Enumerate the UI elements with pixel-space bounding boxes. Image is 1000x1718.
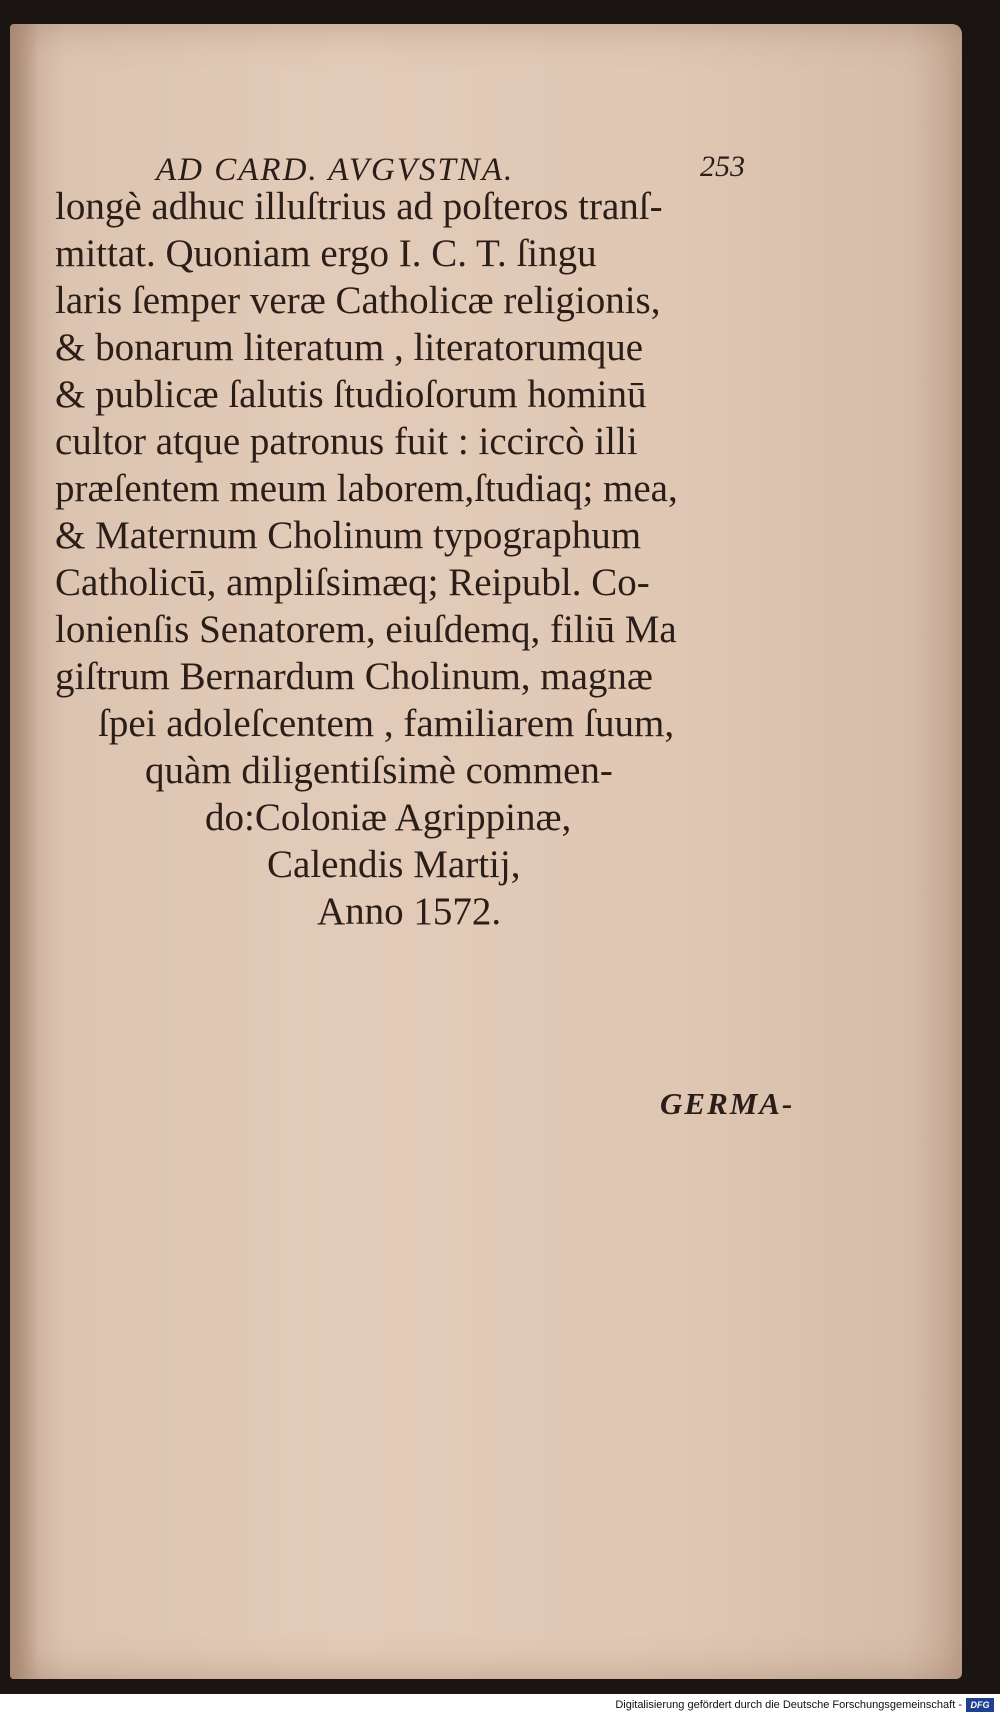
- body-line: lonienſis Senatorem, eiuſdemq, filiū Ma: [55, 608, 677, 651]
- body-line: longè adhuc illuſtrius ad poſteros tranſ-: [55, 185, 663, 228]
- running-title: AD CARD. AVGVSTNA.: [156, 152, 515, 188]
- footer-credit: Digitalisierung gefördert durch die Deutsche Forschungsgemeinschaft -: [615, 1699, 962, 1711]
- body-line: & Maternum Cholinum typographum: [55, 514, 642, 557]
- body-line: præſentem meum laborem,ſtudiaq; mea,: [55, 467, 678, 510]
- body-line: Anno 1572.: [317, 890, 502, 933]
- body-line: mittat. Quoniam ergo I. C. T. ſingu: [55, 232, 597, 275]
- body-line: Catholicū, ampliſsimæq; Reipubl. Co-: [55, 561, 650, 604]
- catchword: GERMA-: [660, 1086, 795, 1121]
- body-line: laris ſemper veræ Catholicæ religionis,: [55, 279, 661, 322]
- body-line: cultor atque patronus fuit : iccircò illi: [55, 420, 638, 463]
- body-line: quàm diligentiſsimè commen-: [145, 749, 613, 792]
- body-line: Calendis Martij,: [267, 843, 521, 886]
- body-line: & publicæ ſalutis ſtudioſorum hominū: [55, 373, 647, 416]
- book-page: [10, 24, 962, 1679]
- body-line: giſtrum Bernardum Cholinum, magnæ: [55, 655, 653, 698]
- body-line: do:Coloniæ Agrippinæ,: [205, 796, 572, 839]
- page-number: 253: [700, 150, 745, 183]
- dfg-logo-icon: DFG: [966, 1698, 994, 1712]
- footer-bar: [0, 1694, 1000, 1718]
- body-line: & bonarum literatum , literatorumque: [55, 326, 644, 369]
- body-line: ſpei adoleſcentem , familiarem ſuum,: [98, 702, 675, 745]
